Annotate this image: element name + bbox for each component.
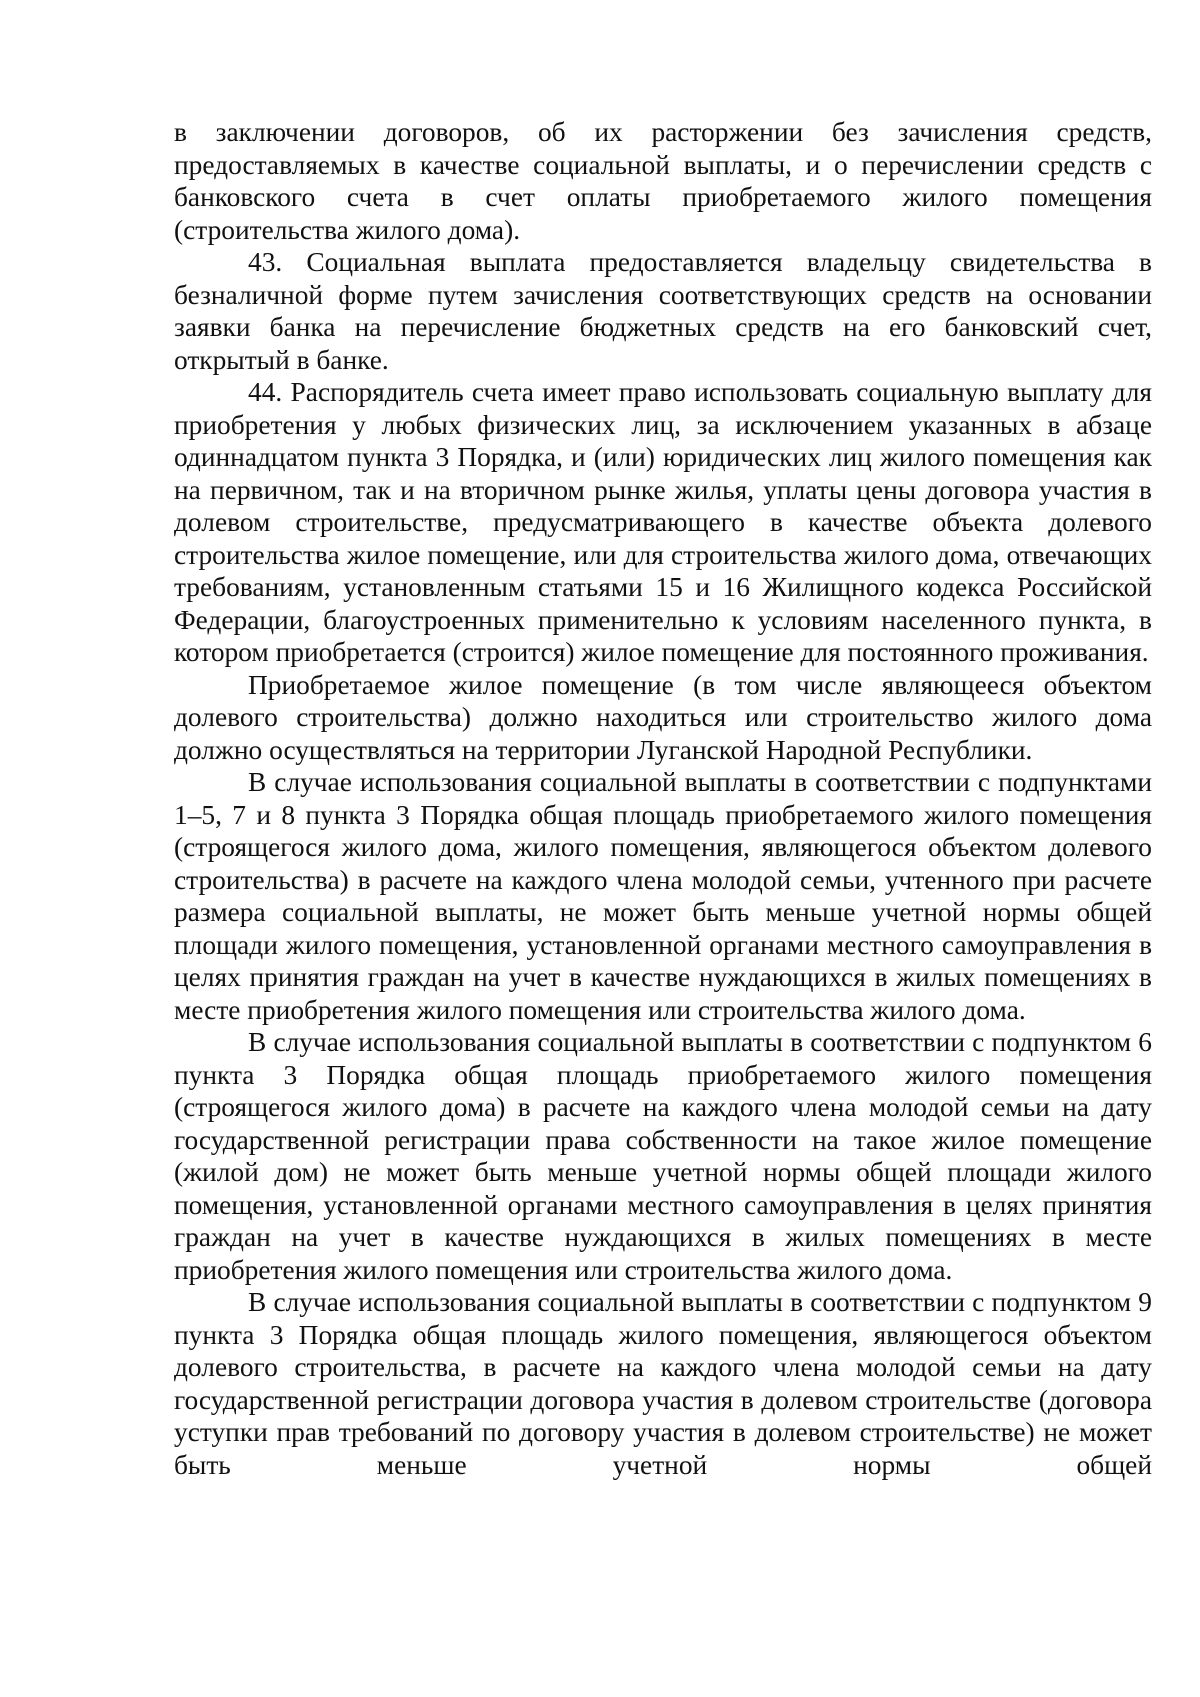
paragraph-area-subitems-1-5-7-8: В случае использования социальной выплаты в соответствии с подпунктами 1–5, 7 и 8 пункта 3 Порядка общая площадь приобретаемого жилого помещения (строящегося жилого дома, жилого помещения, являющегося объектом долевого строительства) в расчете на каждого члена молодой семьи, учтенного при расчете размера социальной выплаты, не может быть меньше учетной нормы общей площади жилого помещения, установленной органами местного самоуправления в целях принятия граждан на учет в качестве нуждающихся в жилых помещениях в месте приобретения жилого помещения или строительства жилого дома. xyxy=(174,767,1152,1025)
document-body xyxy=(174,116,1152,1481)
paragraph-location: Приобретаемое жилое помещение (в том числе являющееся объектом долевого строительства) должно находиться или строительство жилого дома должно осуществляться на территории Луганской Народной Республики. xyxy=(174,669,1152,765)
paragraph-continuation: в заключении договоров, об их расторжении без зачисления средств, предоставляемых в качестве социальной выплаты, и о перечислении средств с банковского счета в счет оплаты приобретаемого жилого помещения (строительства жилого дома). xyxy=(174,117,1152,245)
paragraph-area-subitem-9: В случае использования социальной выплаты в соответствии с подпунктом 9 пункта 3 Порядка общая площадь жилого помещения, являющегося объектом долевого строительства, в расчете на каждого члена молодой семьи на дату государственной регистрации договора участия в долевом строительстве (договора уступки прав требований по договору участия в долевом строительстве) не может быть меньше учетной нормы общей xyxy=(174,1287,1152,1480)
paragraph-area-subitem-6: В случае использования социальной выплаты в соответствии с подпунктом 6 пункта 3 Порядка общая площадь приобретаемого жилого помещения (строящегося жилого дома) в расчете на каждого члена молодой семьи на дату государственной регистрации права собственности на такое жилое помещение (жилой дом) не может быть меньше учетной нормы общей площади жилого помещения, установленной органами местного самоуправления в целях принятия граждан на учет в качестве нуждающихся в жилых помещениях в месте приобретения жилого помещения или строительства жилого дома. xyxy=(174,1027,1152,1285)
paragraph-item-44: 44. Распорядитель счета имеет право использовать социальную выплату для приобретения у любых физических лиц, за исключением указанных в абзаце одиннадцатом пункта 3 Порядка, и (или) юридических лиц жилого помещения как на первичном, так и на вторичном рынке жилья, уплаты цены договора участия в долевом строительстве, предусматривающего в качестве объекта долевого строительства жилое помещение, или для строительства жилого дома, отвечающих требованиям, установленным статьями 15 и 16 Жилищного кодекса Российской Федерации, благоустроенных применительно к условиям населенного пункта, в котором приобретается (строится) жилое помещение для постоянного проживания. xyxy=(174,377,1152,667)
paragraph-item-43: 43. Социальная выплата предоставляется владельцу свидетельства в безналичной форме путем зачисления соответствующих средств на основании заявки банка на перечисление бюджетных средств на его банковский счет, открытый в банке. xyxy=(174,247,1152,375)
